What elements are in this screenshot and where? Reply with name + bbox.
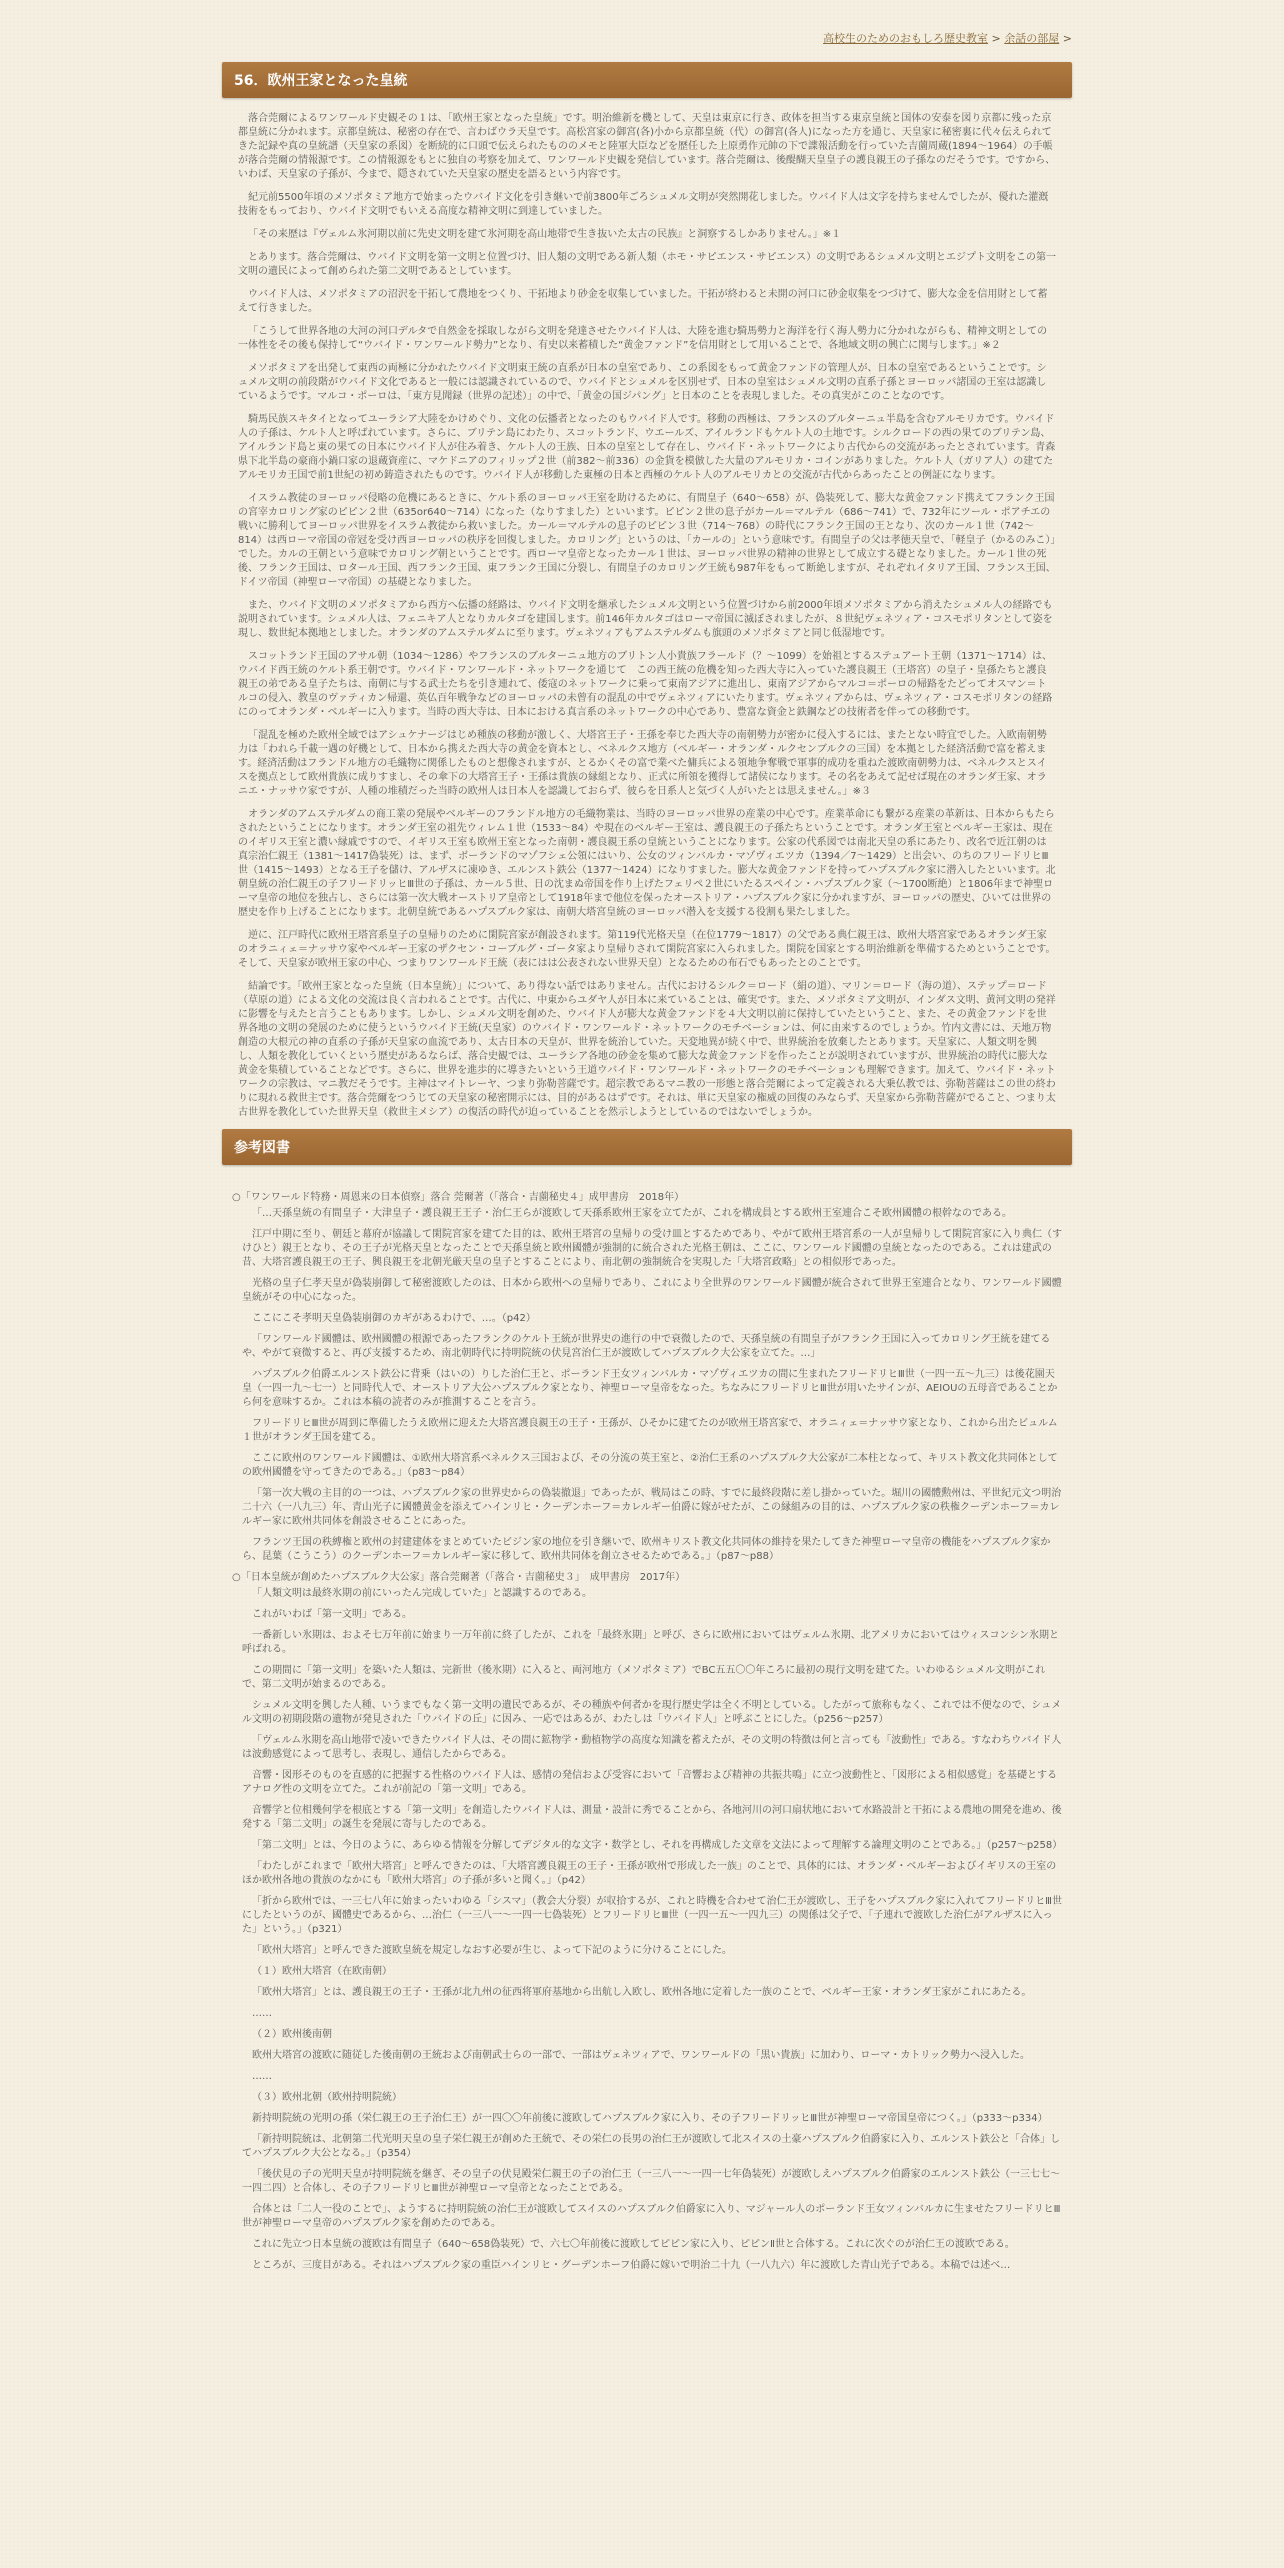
- paragraph: （２）欧州後南朝: [252, 2029, 332, 2040]
- paragraph: シュメル文明を興した人種、いうまでもなく第一文明の遺民であるが、その種族や何者かを現行歴史学は全く不明としている。したがって旅称もなく、これでは不便なので、シュメル文明の初期段階の遺物が発見された「ウバイドの丘」に因み、一応ではあるが、わたしは「ウバイド人」と呼ぶことにした。（p256～p257）: [242, 1700, 1062, 1725]
- breadcrumb: [823, 30, 1072, 46]
- paragraph: これに先立つ日本皇統の渡欧は有間皇子（640～658偽装死）で、六七〇年前後に渡欧してピピン家に入り、ピピンⅡ世と合体する。これに次ぐのが治仁王の渡欧である。: [252, 2239, 1015, 2250]
- paragraph: 「…天孫皇統の有間皇子・大津皇子・護良親王王子・治仁王らが渡欧して天孫系欧州王家を立てたが、これを構成員とする欧州王室連合こそ欧州國體の根幹なのである。: [252, 1208, 1012, 1219]
- paragraph: フランツ王国の秩縛権と欧州の封建建体をまとめていたビジン家の地位を引き継いで、欧州キリスト教文化共同体の維持を果たしてきた神聖ローマ皇帝の機能をハプスブルク家から、昆葉（こうこう）のクーデンホーフ＝カレルギー家に移して、欧州共同体を創立させるためである。」（p87～p88）: [242, 1537, 1051, 1562]
- paragraph: 逆に、江戸時代に欧州王塔宮系皇子の皇帰りのために閑院宮家が創設されます。第119代光格天皇（在位1779～1817）の父である典仁親王は、欧州大塔宮家であるオランダ王家のオラニィェ＝ナッサウ家やベルギー王家のザクセン・コーブルグ・ゴータ家より皇帰りされて閑院宮家に入られました。閑院を国家とする明治維新を準備するためということです。そして、天皇家が欧州王家の中心、つまりワンワールド王統（表にはは公表されない世界天皇）となるための布石でもあったとのことです。: [238, 930, 1056, 969]
- breadcrumb-section-link[interactable]: 余話の部屋: [1004, 32, 1060, 45]
- paragraph: 「欧州大塔宮」とは、護良親王の王子・王孫が北九州の征西将軍府基地から出航し入欧し、欧州各地に定着した一族のことで、ベルギー王家・オランダ王家がこれにあたる。: [252, 1987, 1032, 1998]
- paragraph: オランダのアムステルダムの商工業の発展やベルギーのフランドル地方の毛織物業は、当時のヨーロッパ世界の産業の中心です。産業革命にも繋がる産業の革新は、日本からもたらされたということになります。オランダ王室の祖先ウィレム１世（1533～84）や現在のベルギー王室は、護良親王の子孫たちということです。オランダ王室とベルギー王家は、現在のイギリス王室と濃い縁戚ですので、イギリス王室も欧州王室となった南朝・護良親王系の皇統ということになります。公家の代系図では南北天皇の系にあたり、改名で近江朝のは真宗治仁親王（1381～1417偽装死）は、まず、ボーランドのマゾフシェ公領にはいり、公女のツィンバルカ・マゾヴィエツカ（1394／7～1429）と出会い、のちのフリードリヒⅢ世（1415～1493）となる王子を儲け、アルザスに凍ゆき、エルンスト鉄公（1377～1424）になりすました。膨大な黄金ファンドを持ってハプスブルク家に潜入したといいます。北朝皇統の治仁親王の子フリードリッヒⅢ世の子孫は、カール５世、日の沈まぬ帝国を作り上げたフェリペ２世にいたるスペイン・ハプスブルク家（～1700断絶）と1806年まで神聖ローマ皇帝の地位を独占し、さらには第一次大戦オーストリア皇帝として1918年まで他位を保ったオーストリア・ハプスブルク家に分かれますが、ヨーロッパの歴史、ひいては世界の歴史を作り上げることになります。北朝皇統であるハプスブルク家は、南朝大塔宮皇統のヨーロッパ潜入を支援する役割も果たしました。: [238, 809, 1056, 918]
- paragraph: メソポタミアを出発して東西の両極に分かれたウバイド文明東王統の直系が日本の皇室であり、この系図をもって黄金ファンドの管理人が、日本の皇室であるということです。シュメル文明の前段階がウバイド文化であると一般には認識されているので、ウバイドとシュメルを区別せず、日本の皇室はシュメル文明の直系子孫とヨーロッパ諸国の王室は認識しているようです。マルコ・ポーロは、「東方見聞録（世界の記述）」の中で、「黄金の国ジパング」と日本のことを表現しました。その真実がこのことなのです。: [238, 363, 1047, 402]
- paragraph: 欧州大塔宮の渡欧に随従した後南朝の王統および南朝武士らの一部で、一部はヴェネツィアで、ワンワールドの「黒い貴族」に加わり、ローマ・カトリック勢力へ浸入した。: [252, 2050, 1030, 2061]
- paragraph: 「後伏見の子の光明天皇が持明院統を継ぎ、その皇子の伏見殿栄仁親王の子の治仁王（一三八一～一四一七年偽装死）が渡欧しえハプスブルク伯爵家のエルンスト鉄公（一三七七～一四二四）と合体し、その子フリードリヒⅢ世が神聖ローマ皇帝となったことである。: [242, 2169, 1061, 2194]
- paragraph: 「ヴェルム氷期を高山地帯で凌いできたウバイド人は、その間に鉱物学・動植物学の高度な知識を蓄えたが、その文明の特徴は何と言っても「波動性」である。すなわちウバイド人は波動感覚によって思考し、表現し、通信したからである。: [242, 1735, 1062, 1760]
- references-body: [222, 1175, 1072, 2273]
- reference-item: [242, 1587, 1064, 2273]
- paragraph: （１）欧州大塔宮（在欧南朝）: [252, 1966, 392, 1977]
- paragraph: ところが、三度目がある。それはハプスブルク家の重臣ハインリヒ・グーデンホーフ伯爵に嫁いで明治二十九（一八九六）年に渡欧した青山光子である。本稿では述べ…: [252, 2260, 1011, 2271]
- reference-heading: ○「ワンワールド特務・周恩来の日本偵察」落合 莞爾著（「落合・吉薗秘史４」成甲書房 2018年）: [232, 1192, 685, 1203]
- paragraph: イスラム教徒のヨーロッパ侵略の危機にあるときに、ケルト系のヨーロッパ王室を助けるために、有間皇子（640～658）が、偽装死して、膨大な黄金ファンド携えてフランク王国の宮宰カロリング家のピピン２世（635or640～714）になった（なりすました）といいます。ピピン２世の息子がカール＝マルテル（686～741）で、732年にツール・ポアチエの戦いに勝利してヨーロッパ世界をイスラム教徒から救いました。カール＝マルテルの息子のピピン３世（714～768）の時代にフランク王国の王となり、次のカール１世（742～814）は西ローマ帝国の帝冠を受け西ヨーロッパの秩序を回復しました。カロリング」というのは、「カールの」という意味です。有間皇子の父は孝徳天皇で、「軽皇子（かるのみこ）」でした。カルの王朝という意味でカロリング朝ということです。西ローマ皇帝となったカール１世は、ヨーロッパ世界の精神の世界として成立する礎となりました。カール１世の死後、フランク王国は、ロタール王国、西フランク王国、東フランク王国に分裂し、有間皇子のカロリング王統も987年をもって断絶しますが、それぞれイタリア王国、フランス王国、ドイツ帝国（神聖ローマ帝国）の基礎となりました。: [238, 493, 1056, 588]
- paragraph: ……: [252, 2071, 272, 2082]
- paragraph: 光格の皇子仁孝天皇が偽装崩御して秘密渡欧したのは、日本から欧州への皇帰りであり、これにより全世界のワンワールド國體が統合されて世界王室連合となり、ワンワールド國體皇統がその中心になった。: [242, 1278, 1062, 1303]
- paragraph: ここに欧州のワンワールド國體は、①欧州大塔宮系ベネルクス三国および、その分流の英王室と、②治仁王系のハプスブルク大公家が二本柱となって、キリスト教文化共同体としての欧州國體を守ってきたのである。」（p83～p84）: [242, 1453, 1058, 1478]
- breadcrumb-tail: >: [1059, 32, 1072, 45]
- paragraph: 紀元前5500年頃のメソポタミア地方で始まったウバイド文化を引き継いで前3800年ごろシュメル文明が突然開花しました。ウバイド人は文字を持ちませんでしたが、優れた灌漑技術をもっており、ウバイド文明でもいえる高度な精神文明に到達していました。: [238, 192, 1049, 217]
- article-body: [222, 98, 1072, 1120]
- paragraph: 「第一次大戦の主目的の一つは、ハプスブルク家の世界史からの偽装撤退」であったが、戦局はこの時、すでに最終段階に差し掛かっていた。堀川の國體勲州は、平世紀元文つ明治二十六（一八九三）年、青山光子に國體黄金を添えてハインリヒ・クーデンホーフ＝カレルギー伯爵に嫁がせたが、この縁組みの目的は、ハプスブルク家の秩権クーデンホーフ＝カレルギー家に欧州共同体を創設させることにあった。: [242, 1488, 1062, 1527]
- paragraph: （３）欧州北朝（欧州持明院統）: [252, 2092, 402, 2103]
- article-title: 56．欧州王家となった皇統: [222, 62, 1072, 98]
- paragraph: 「欧州大塔宮」と呼んできた渡欧皇統を規定しなおす必要が生じ、よって下記のように分けることにした。: [252, 1945, 732, 1956]
- paragraph: 「第二文明」とは、今日のように、あらゆる情報を分解してデジタル的な文字・数学とし、それを再構成した文章を文法によって理解する論理文明のことである。」（p257～p258）: [252, 1840, 1063, 1851]
- paragraph: ウバイド人は、メソポタミアの沼沢を干拓して農地をつくり、干拓地より砂金を収集していました。干拓が終わると未開の河口に砂金収集をつづけて、膨大な金を信用財として蓄えて行きました。: [238, 289, 1048, 314]
- paragraph: 「ワンワールド國體は、欧州國體の根源であったフランクのケルト王統が世界史の進行の中で衰微したので、天孫皇統の有間皇子がフランク王国に入ってカロリング王統を建てるや、やがて衰微すると、再び支援するため、南北朝時代に持明院統の伏見宮治仁王が渡欧してハプスブルク大公家を立てた。…」: [242, 1334, 1051, 1359]
- reference-heading: ○「日本皇統が創めたハプスブルク大公家」落合莞爾著（「落合・吉薗秘史３」 成甲書房 2017年）: [232, 1572, 686, 1583]
- paragraph: 「人類文明は最終氷期の前にいったん完成していた」と認識するのである。: [252, 1588, 592, 1599]
- references-title: 参考図書: [222, 1129, 1072, 1165]
- paragraph: 新持明院統の光明の孫（栄仁親王の王子治仁王）が一四〇〇年前後に渡欧してハプスブルク家に入り、その子フリードリッヒⅢ世が神聖ローマ帝国皇帝につく。」（p333～p334）: [252, 2113, 1048, 2124]
- paragraph: 「その来歴は『ヴェルム氷河期以前に先史文明を建て氷河期を高山地帯で生き抜いた太古の民族』と洞察するしかありません。」※１: [248, 229, 842, 240]
- paragraph: 合体とは「二人一役のことで」、ようするに持明院統の治仁王が渡欧してスイスのハプスブルク伯爵家に入り、マジャール人のポーランド王女ツィンバルカに生ませたフリードリヒⅢ世が神聖ローマ皇帝のハプスブルク家を創めたのである。: [242, 2204, 1061, 2229]
- paragraph: これがいわば「第一文明」である。: [252, 1609, 412, 1620]
- paragraph: この期間に「第一文明」を築いた人類は、完新世（後氷期）に入ると、両河地方（メソポタミア）でBC五五〇〇年ころに最初の現行文明を建てた。いわゆるシュメル文明がこれで、第二文明が始まるのである。: [242, 1665, 1046, 1690]
- paragraph: フリードリヒⅢ世が周到に準備したうえ欧州に迎えた大塔宮護良親王の王子・王孫が、ひそかに建てたのが欧州王塔宮家で、オラニィェ＝ナッサウ家となり、これから出たビュルム１世がオランダ王国を建てる。: [242, 1418, 1058, 1443]
- paragraph: 「折から欧州では、一三七八年に始まったいわゆる「シスマ」（教会大分裂）が収拾するが、これと時機を合わせて治仁王が渡欧し、王子をハプスブルク家に入れてフリードリヒⅢ世にしたというのが、國體史であるから、…治仁（一三八一～一四一七偽装死）とフリードリヒⅢ世（一四一五～一四九三）の関係は父子で、「子連れで渡欧した治仁がアルザスに入った」という。」（p321）: [242, 1896, 1062, 1935]
- paragraph: 結論です。「欧州王家となった皇統（日本皇統）」について、あり得ない話ではありません。古代におけるシルク＝ロード（絹の道）、マリン＝ロード（海の道）、ステップ＝ロード（草原の道）による文化の交流は良く言われることです。古代に、中東からユダヤ人が日本に来ていることは、確実です。また、メソポタミア文明が、インダス文明、黄河文明の発祥に影響を与えたと言うこともあります。しかし、シュメル文明を創めた、ウバイド人が膨大な黄金ファンドを４大文明以前に保持していたということ、また、その黄金ファンドを世界各地の文明の発展のために使うというウバイド王統(天皇家）のウバイド・ワンワールド・ネットワークのモチベーションは、何に由来するのでしょうか。竹内文書には、天地万物創造の大根元の神の直系の子孫が天皇家の血流であり、太古日本の天皇が、世界を統治していた。天変地異が続く中で、世界統治を放棄したとあります。天皇家に、人類文明を興し、人類を教化していくという歴史があるならば、落合史観では、ユーラシア各地の砂金を集めて膨大な黄金ファンドを作ったことが説明されていますが、世界統治の時代に膨大な黄金を集積していることなどです。さらに、世界を進歩的に導きたいという王道ウバイド・ワンワールド・ネットワークのモチベーションも理解できます。加えて、ウバイド・ネットワークの宗教は、マニ教だそうです。主神はマイトレーヤ、つまり弥勒菩薩です。超宗教であるマニ教の一形態と落合莞爾によって定義される大乗仏教では、弥勒菩薩はこの世の終わりに現れる救世主です。落合莞爾をつうじての天皇家の秘密開示には、目的があるはずです。それは、単に天皇家の権威の回復のみならず、天皇家から弥勒菩薩がでること、つまり太古世界を教化していた世界天皇（救世主メシア）の復活の時代が迫っていることを然示しようとしているのではないでしょうか。: [238, 981, 1056, 1118]
- reference-item: [242, 1207, 1064, 1564]
- paragraph: 「新持明院統は、北朝第二代光明天皇の皇子栄仁親王が創めた王統で、その栄仁の長男の治仁王が渡欧して北スイスの土豪ハプスブルク伯爵家に入り、エルンスト鉄公と「合体」してハプスブルク大公となる。」（p354）: [242, 2134, 1060, 2159]
- paragraph: 騎馬民族スキタイとなってユーラシア大陸をかけめぐり、文化の伝播者となったのもウバイド人です。移動の西極は、フランスのブルターニュ半島を含むアルモリカです。ウバイド人の子孫は、ケルト人と呼ばれています。さらに、ブリテン島にわたり、スコットランド、ウエールズ、アイルランドもケルト人の土地です。シルクロードの西の果てのブリテン島、アイルランド島と東の果ての日本にウバイド人が住み着き、ケルト人の王族、日本の皇室として存在し、ウバイド・ネットワークにより古代からの交流があったとされています。青森県下北半島の豪商小鍋口家の退蔵資産に、マケドニアのフィリップ２世（前382～前336）の金貨を模倣した大量のアルモリカ・コインがありました。ケルト人（ガリア人）の建てたアルモリカ王国で前1世紀の初め鋳造されたものです。ウバイド人が移動した東極の日本と西極のケルト人のアルモリカとの交流が古代からあったことの例証になります。: [238, 414, 1056, 481]
- paragraph: 「わたしがこれまで「欧州大塔宮」と呼んできたのは、「大塔宮護良親王の王子・王孫が欧州で形成した一族」のことで、具体的には、オランダ・ベルギーおよびイギリスの王室のほか欧州各地の貴族のなかにも「欧州大塔宮」の子孫が多いと聞く。」（p42）: [242, 1861, 1057, 1886]
- paragraph: 江戸中期に至り、朝廷と幕府が協議して閑院宮家を建てた目的は、欧州王塔宮の皇帰りの受け皿とするためであり、やがて欧州王塔宮系の一人が皇帰りして閑院宮家に入り典仁（すけひと）親王となり、その王子が光格天皇となったことで天孫皇統と欧州國體が強制的に統合された光格王朝は、ここに、ワンワールド國體の皇統となったのである。これは建武の昔、大塔宮護良親王の王子、興良親王を北朝光厳天皇の皇子とすることにより、南北朝の強制統合を実現した「大塔宮政略」との相似形であった。: [242, 1229, 1062, 1268]
- paragraph: ……: [252, 2008, 272, 2019]
- paragraph: スコットランド王国のアサル朝（1034～1286）やフランスのブルターニュ地方のブリトン人小貴族フラールド（？～1099）を始祖とするステュアート王朝（1371～1714）は、ウバイド西王統のケルト系王朝です。ウバイド・ワンワールド・ネットワークを通じて この西王統の危機を知った西大寺に入っていた護良親王（王塔宮）の皇子・皇孫たちと護良親王の弟である皇子たちは、南朝に与する武士たちを引き連れて、倭寇のネットワークに乗って東南アジアに進出し、東南アジアからマルコ＝ポーロの帰路をたどってオスマン＝トルコの侵入、教皇のヴァティカン帰還、英仏百年戦争などのヨーロッパの未曾有の混乱の中でヴェネツィアにいたります。ヴェネツィアからは、ヴェネツィア・コスモポリタンの経路にのってオランダ・ベルギーに入ります。当時の西大寺は、日本における真言系のネットワークの中心であり、豊富な資金と鉄鋼などの技術者を伴っての移動です。: [238, 651, 1053, 718]
- breadcrumb-home-link[interactable]: 高校生のためのおもしろ歴史教室: [823, 32, 989, 45]
- paragraph: とあります。落合莞爾は、ウバイド文明を第一文明と位置づけ、旧人類の文明である新人類（ホモ・サピエンス・サピエンス）の文明であるシュメル文明とエジプト文明をこの第一文明の遺民によって創められた第二文明であるとしています。: [238, 252, 1056, 277]
- paragraph: 落合莞爾によるワンワールド史観その１は、「欧州王家となった皇統」です。明治維新を機として、天皇は東京に行き、政体を担当する東京皇統と国体の安泰を図り京都に残った京都皇統に分かれます。京都皇統は、秘密の存在で、言わばウラ天皇です。高松宮家の御宮(各)小から京都皇統（代）の御宮(各人)になった方を通じ、天皇家に秘密裏に代々伝えられてきた記録や真の皇統譜（天皇家の系図）を断続的に口頭で伝えられたもののメモと陸軍大臣などを歴任した上原勇作元帥の下で諜報活動を行っていた吉薗周蔵(1894～1964）の手帳が落合莞爾の情報源です。この情報源をもとに独自の考察を加えて、ワンワールド史観を発信しています。落合莞爾は、後醍醐天皇皇子の護良親王の子孫なのだそうです。ですから、いわば、天皇家の子孫が、今まで、隠されていた天皇家の歴史を語るという内容です。: [238, 113, 1056, 180]
- paragraph: 「こうして世界各地の大河の河口デルタで自然金を採取しながら文明を発達させたウバイド人は、大陸を進む騎馬勢力と海洋を行く海人勢力に分かれながらも、精神文明としての一体性をその後も保持して“ウバイド・ワンワールド勢力”となり、有史以来蓄積した“黄金ファンド”を信用財として用いることで、各地域文明の興亡に関与します。」※２: [238, 326, 1048, 351]
- paragraph: ここにこそ孝明天皇偽装崩御のカギがあるわけで、…。（p42）: [252, 1313, 536, 1324]
- page-content: [222, 62, 1072, 2280]
- paragraph: 音響学と位相幾何学を根底とする「第一文明」を創造したウバイド人は、測量・設計に秀でることから、各地河川の河口扇状地において水路設計と干拓による農地の開発を進め、後発する「第二文明」の誕生を発展に寄与したのである。: [242, 1805, 1062, 1830]
- paragraph: 一番新しい氷期は、およそ七万年前に始まり一万年前に終了したが、これを「最終氷期」と呼び、さらに欧州においてはヴェルム氷期、北アメリカにおいてはウィスコンシン氷期と呼ばれる。: [242, 1630, 1059, 1655]
- paragraph: 「混乱を極めた欧州全域ではアシュケナージはじめ種族の移動が激しく、大塔宮王子・王孫を奉じた西大寺の南朝勢力が密かに侵入するには、またとない時宜でした。入欧南朝勢力は「われら千載一遇の好機として、日本から携えた西大寺の黄金を資本とし、ベネルクス地方（ベルギー・オランダ・ルクセンブルクの三国）を本拠とした経済活動で富を蓄えます。経済活動はフランドル地方の毛織物に関係したものと想像されますが、とるかくその富で業べた傭兵による領地争奪戦で軍事的成功を重ねた渡欧南朝勢力は、ベネルクスとスイスを拠点として欧州貴族に成りすまし、その傘下の大塔宮王子・王孫は貴族の縁組となり、正式に所領を獲得して諸侯になります。その名をあえて記せば現在のオランダ王家、オラニエ・ナッサウ家ですが、人種の堆積だった当時の欧州人は日本人を認識しておらず、彼らを日系人と気づく人がいたとは思えません。」※３: [238, 730, 1047, 797]
- paragraph: 音響・図形そのものを直感的に把握する性格のウバイド人は、感情の発信および受容において「音響および精神の共振共鳴」に立つ波動性と、「図形による相似感覚」を基礎とするアナログ性の文明を立てた。これが前記の「第一文明」である。: [242, 1770, 1057, 1795]
- paragraph: ハプスブルク伯爵エルンスト鉄公に背乗（はいの）りした治仁王と、ポーランド王女ツィンバルカ・マゾヴィエツカの間に生まれたフリードリヒⅢ世（一四一五～九三）は後花園天皇（一四一九～七一）と同時代人で、オーストリア大公ハプスブルク家となり、神聖ローマ皇帝をなった。ちなみにフリードリヒⅢ世が用いたサインが、AEIOUの五母音であることから何を意味するか。これは本稿の読者のみが推測することを言う。: [242, 1369, 1058, 1408]
- paragraph: また、ウバイド文明のメソポタミアから西方へ伝播の経路は、ウバイド文明を継承したシュメル文明という位置づけから前2000年頃メソポタミアから消えたシュメル人の経路でも説明されています。シュメル人は、フェニキア人となりカルタゴを建国します。前146年カルタゴはローマ帝国に滅ぼされましたが、８世紀ヴェネツィア・コスモポリタンとして姿を現し、数世紀本拠地としました。オランダのアムステルダムに至ります。ヴェネツィアもアムステルダムも旗頭のメソポタミアと同じ低湿地です。: [238, 600, 1053, 639]
- breadcrumb-separator: >: [988, 32, 1005, 45]
